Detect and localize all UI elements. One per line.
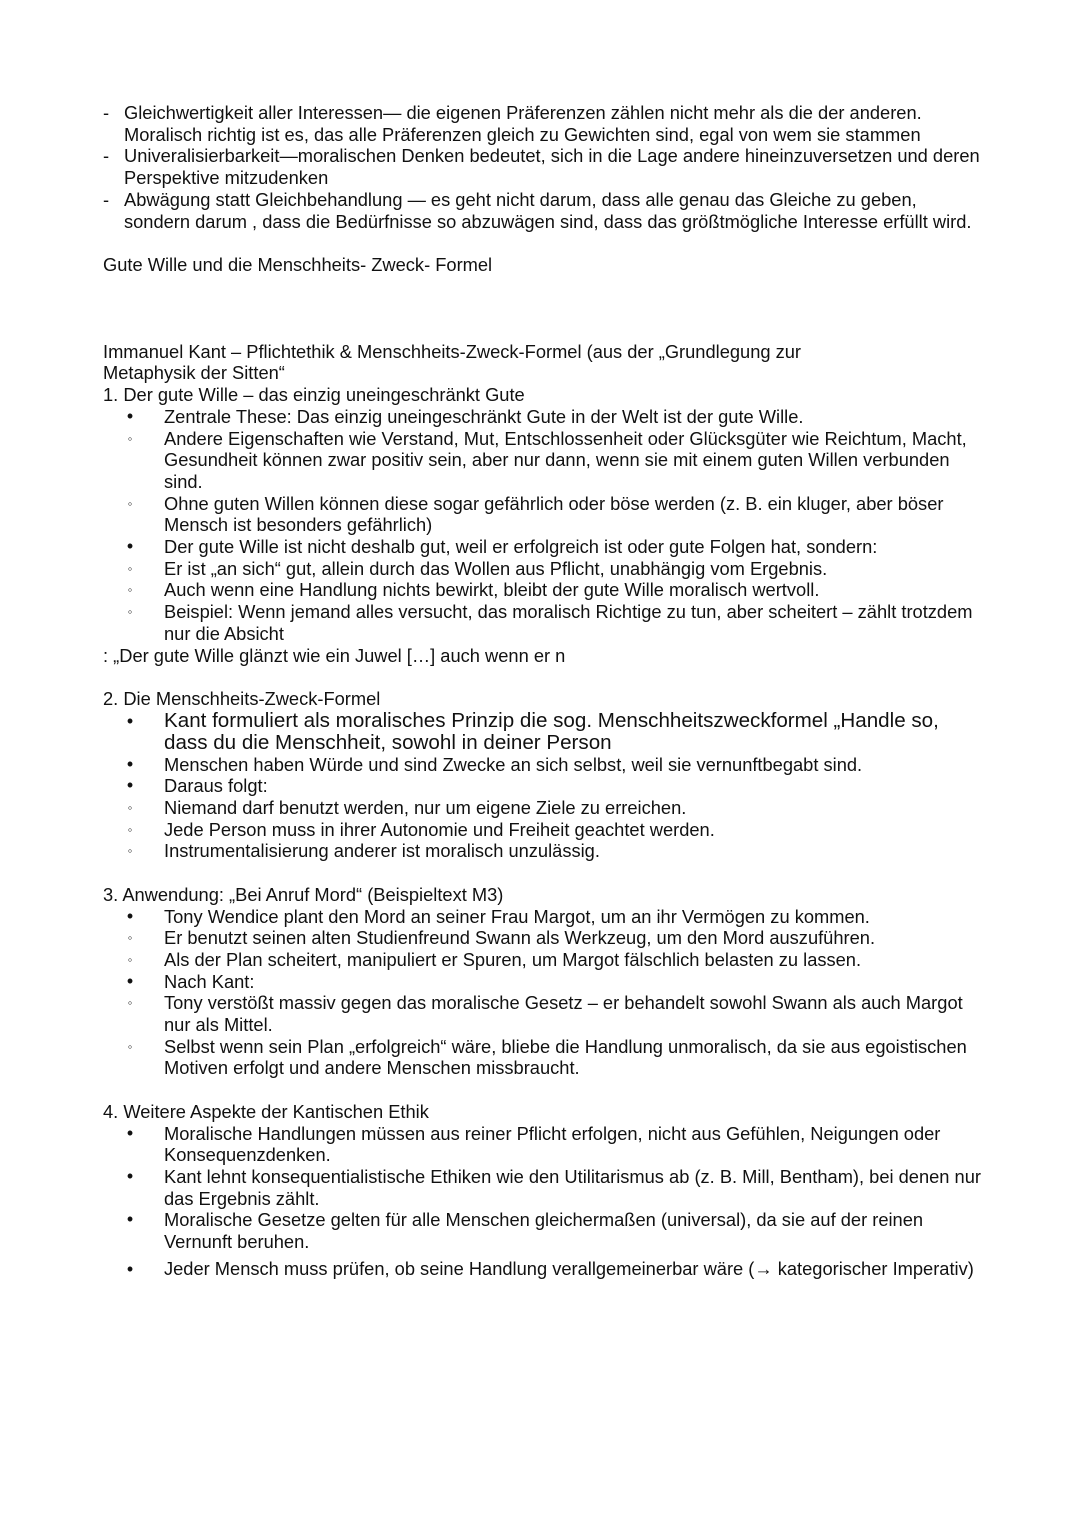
list-item-text: Menschen haben Würde und sind Zwecke an sich selbst, weil sie vernunftbegabt sind. — [164, 753, 863, 775]
list-item — [103, 493, 983, 536]
list-item — [103, 579, 983, 601]
bullet-solid-icon: • — [126, 405, 134, 426]
bullet-hollow-icon: ◦ — [127, 604, 133, 620]
list-item-text: Zentrale These: Das einzig uneingeschränkt Gute in der Welt ist der gute Wille. — [164, 405, 804, 427]
list-item — [103, 1166, 983, 1209]
list-item-text: Moralische Gesetze gelten für alle Menschen gleichermaßen (universal), da sie auf der reinen Vernunft beruhen. — [164, 1209, 924, 1253]
list-item-text: Kant formuliert als moralisches Prinzip die sog. Menschheitszweckformel „Handle so, dass du die Menschheit, sowohl in deiner Person — [164, 708, 939, 754]
list-item — [103, 906, 983, 928]
list-item — [103, 189, 983, 232]
list-item-text: Ohne guten Willen können diese sogar gefährlich oder böse werden (z. B. ein kluger, aber böser Mensch ist besonders gefährlich) — [164, 492, 944, 536]
list-item — [103, 1253, 983, 1285]
bullet-hollow-icon: ◦ — [127, 1038, 133, 1054]
quote-line: : „Der gute Wille glänzt wie ein Juwel […] auch wenn er n — [103, 644, 566, 666]
list-item — [103, 949, 983, 971]
bullet-hollow-icon: ◦ — [127, 995, 133, 1011]
main-title: Immanuel Kant – Pflichtethik & Menschheits-Zweck-Formel (aus der „Grundlegung zur Metaphysik der Sitten“ — [103, 340, 802, 384]
bullet-solid-icon: • — [126, 905, 134, 926]
dash-marker: - — [103, 188, 110, 210]
list-item — [103, 601, 983, 644]
list-item — [103, 428, 983, 493]
list-item — [103, 775, 983, 797]
bullet-hollow-icon: ◦ — [127, 560, 133, 576]
intro-dash-list — [103, 102, 983, 232]
bullet-hollow-icon: ◦ — [127, 800, 133, 816]
list-item — [103, 840, 983, 862]
list-item-text: Abwägung statt Gleichbehandlung — es geht nicht darum, dass alle genau das Gleiche zu geben, sondern darum , dass die Bedürfnisse so abzuwägen sind, dass das größtmögliche Interesse erfüllt wird. — [124, 188, 972, 232]
bullet-hollow-icon: ◦ — [127, 582, 133, 598]
list-item — [103, 971, 983, 993]
dash-marker: - — [103, 102, 110, 123]
section-heading: 2. Die Menschheits-Zweck-Formel — [103, 687, 381, 709]
list-item-text: Instrumentalisierung anderer ist moralisch unzulässig. — [164, 840, 600, 862]
bullet-solid-icon: • — [126, 1258, 134, 1279]
list-item-text: Daraus folgt: — [164, 775, 268, 797]
list-item — [103, 1036, 983, 1079]
list-item-text: Er ist „an sich“ gut, allein durch das Wollen aus Pflicht, unabhängig vom Ergebnis. — [164, 557, 828, 579]
document-page — [103, 102, 983, 1285]
list-item-text: Andere Eigenschaften wie Verstand, Mut, Entschlossenheit oder Glücksgüter wie Reichtum, Macht, Gesundheit können zwar positiv sein, aber nur dann, wenn sie mit einem guten Willen verbunden sind. — [164, 427, 967, 492]
bullet-hollow-icon: ◦ — [127, 843, 133, 859]
list-item — [103, 1123, 983, 1166]
bullet-solid-icon: • — [126, 1209, 134, 1230]
list-item — [103, 992, 983, 1035]
list-item-text: Univeralisierbarkeit—moralischen Denken bedeutet, sich in die Lage andere hineinzuversetzen und deren Perspektive mitzudenken — [124, 145, 980, 189]
list-item-text: Jede Person muss in ihrer Autonomie und Freiheit geachtet werden. — [164, 818, 715, 840]
section-heading: 1. Der gute Wille – das einzig uneingeschränkt Gute — [103, 384, 525, 406]
list-item — [103, 536, 983, 558]
section-heading: 4. Weitere Aspekte der Kantischen Ethik — [103, 1100, 429, 1122]
topic-title: Gute Wille und die Menschheits- Zweck- Formel — [103, 253, 493, 275]
list-item-text: Als der Plan scheitert, manipuliert er Spuren, um Margot fälschlich belasten zu lassen. — [164, 948, 862, 970]
list-item-text: Moralische Handlungen müssen aus reiner Pflicht erfolgen, nicht aus Gefühlen, Neigungen oder Konsequenzdenken. — [164, 1122, 941, 1166]
bullet-hollow-icon: ◦ — [127, 430, 133, 446]
list-item — [103, 406, 983, 428]
list-item-text: Der gute Wille ist nicht deshalb gut, weil er erfolgreich ist oder gute Folgen hat, sondern: — [164, 536, 878, 558]
list-item-text: Beispiel: Wenn jemand alles versucht, das moralisch Richtige zu tun, aber scheitert – zählt trotzdem nur die Absicht — [164, 601, 973, 644]
list-item — [103, 1209, 983, 1252]
bullet-hollow-icon: ◦ — [127, 930, 133, 946]
bullet-solid-icon: • — [126, 753, 134, 774]
list-item-text: Selbst wenn sein Plan „erfolgreich“ wäre, bliebe die Handlung unmoralisch, da sie aus egoistischen Motiven erfolgt und andere Menschen missbraucht. — [164, 1035, 967, 1079]
list-item — [103, 819, 983, 841]
list-item — [103, 797, 983, 819]
section-2-list — [103, 710, 983, 863]
bullet-hollow-icon: ◦ — [127, 951, 133, 967]
list-item-text: Kant lehnt konsequentialistische Ethiken wie den Utilitarismus ab (z. B. Mill, Bentham), bei denen nur das Ergebnis zählt. — [164, 1165, 981, 1209]
list-item — [103, 102, 983, 145]
list-item-text: Tony Wendice plant den Mord an seiner Frau Margot, um an ihr Vermögen zu kommen. — [164, 905, 870, 927]
list-item-text: Auch wenn eine Handlung nichts bewirkt, bleibt der gute Wille moralisch wertvoll. — [164, 579, 820, 601]
list-item-text: Nach Kant: — [164, 970, 255, 992]
list-item-text: Gleichwertigkeit aller Interessen— die eigenen Präferenzen zählen nicht mehr als die der anderen. Moralisch richtig ist es, das alle Präferenzen gleich zu Gewichten sind, egal von wem sie stammen — [124, 102, 922, 145]
section-heading: 3. Anwendung: „Bei Anruf Mord“ (Beispieltext M3) — [103, 883, 504, 905]
bullet-solid-icon: • — [126, 1165, 134, 1186]
list-item — [103, 558, 983, 580]
bullet-solid-icon: • — [126, 970, 134, 991]
list-item-text: Tony verstößt massiv gegen das moralische Gesetz – er behandelt sowohl Swann als auch Margot nur als Mittel. — [164, 992, 963, 1036]
bullet-hollow-icon: ◦ — [127, 821, 133, 837]
list-item — [103, 710, 983, 754]
list-item — [103, 754, 983, 776]
list-item — [103, 145, 983, 188]
bullet-solid-icon: • — [126, 775, 134, 796]
bullet-hollow-icon: ◦ — [127, 495, 133, 511]
list-item-text: Jeder Mensch muss prüfen, ob seine Handlung verallgemeinerbar wäre (→ kategorischer Imperativ) — [164, 1257, 974, 1279]
dash-marker: - — [103, 145, 110, 167]
section-1-list — [103, 406, 983, 645]
section-4-list — [103, 1123, 983, 1285]
bullet-solid-icon: • — [126, 1122, 134, 1143]
list-item-text: Er benutzt seinen alten Studienfreund Swann als Werkzeug, um den Mord auszuführen. — [164, 927, 876, 949]
section-3-list — [103, 906, 983, 1080]
list-item-text: Niemand darf benutzt werden, nur um eigene Ziele zu erreichen. — [164, 797, 687, 819]
list-item — [103, 927, 983, 949]
bullet-solid-icon: • — [126, 710, 134, 731]
bullet-solid-icon: • — [126, 536, 134, 557]
